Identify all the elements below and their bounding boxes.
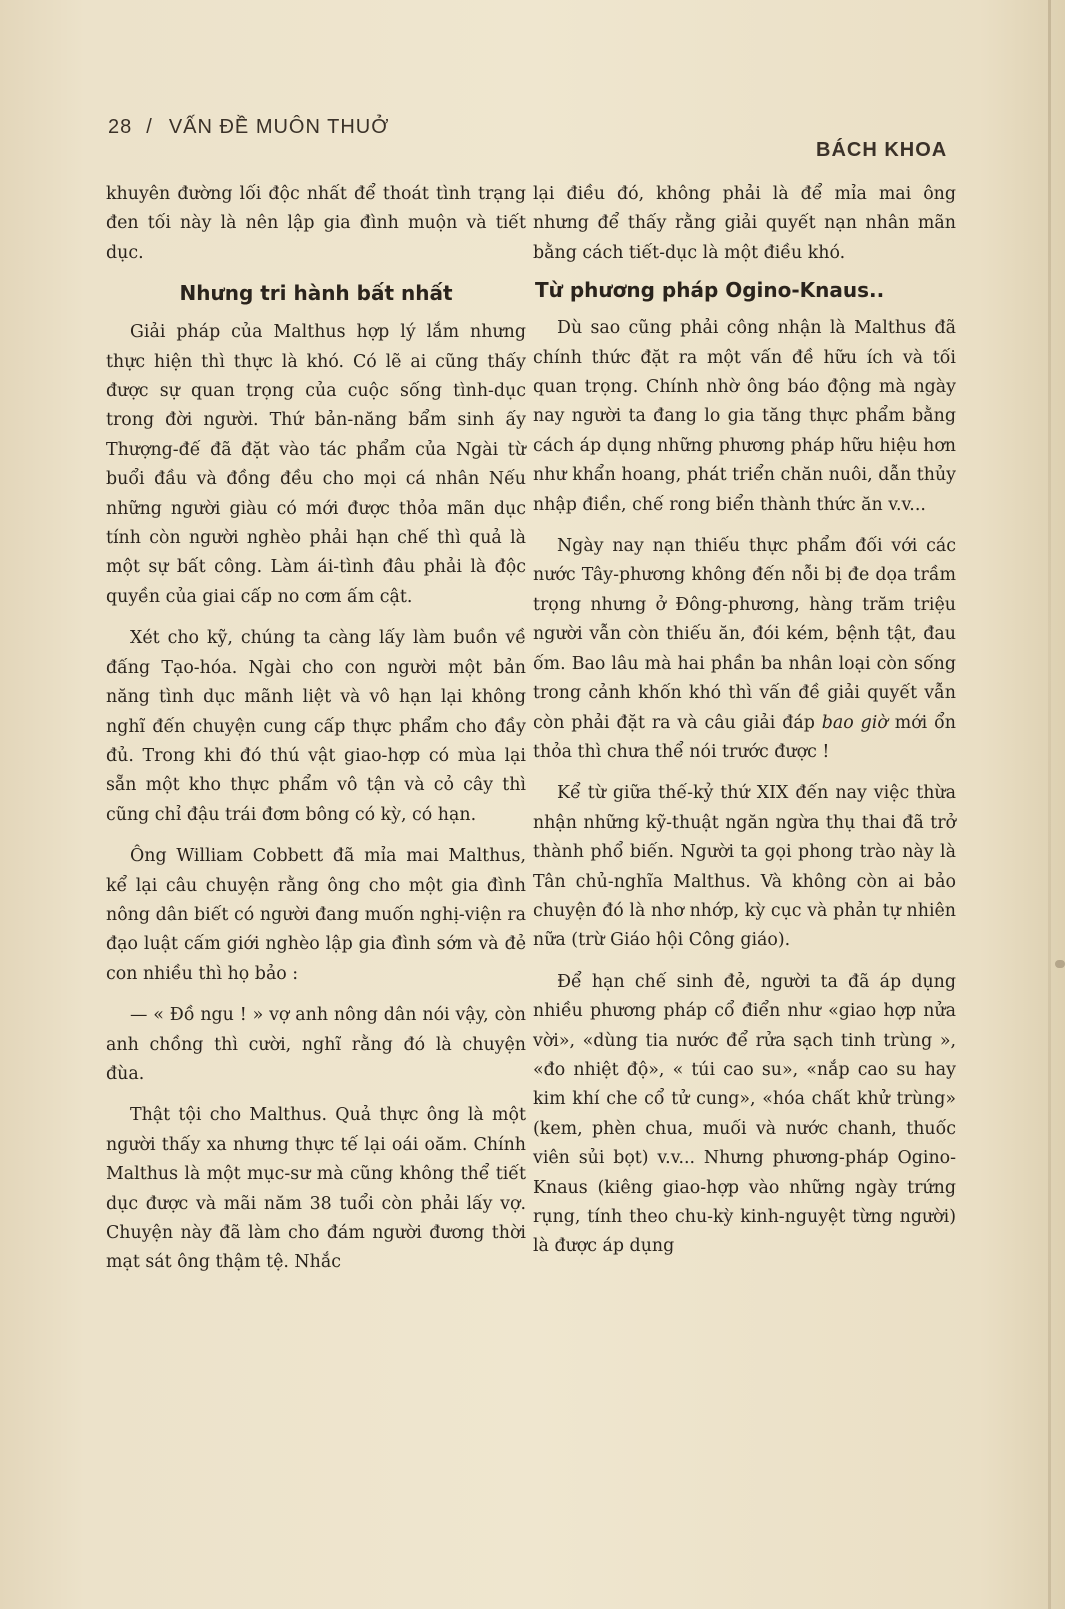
page-fold-shadow xyxy=(1048,0,1051,1609)
section-subheading: Từ phương pháp Ogino-Knaus.. xyxy=(535,278,885,303)
paragraph: Kể từ giữa thế-kỷ thứ XIX đến nay việc thừa nhận những kỹ-thuật ngăn ngừa thụ thai đã trở thành phổ biến. Người ta gọi phong trào này là Tân chủ-nghĩa Malthus. Và không còn ai bảo chuyện đó là nhơ nhớp, kỳ cục và phản tự nhiên nữa (trừ Giáo hội Công giáo). xyxy=(533,783,956,951)
running-header xyxy=(108,116,389,139)
section-title: VẤN ĐỀ MUÔN THUỞ xyxy=(168,116,390,138)
paragraph: khuyên đường lối độc nhất để thoát tình trạng đen tối này là nên lập gia đình muộn và tiết dục. xyxy=(106,184,526,263)
left-column xyxy=(106,180,526,1278)
section-subheading: Nhưng tri hành bất nhất xyxy=(179,281,453,306)
paragraph-text: mới ổn thỏa thì chưa thể nói trước được ! xyxy=(533,712,956,762)
page-number: 28 xyxy=(108,116,133,138)
paragraph: Thật tội cho Malthus. Quả thực ông là một người thấy xa nhưng thực tế lại oái oăm. Chính Malthus là một mục-sư mà cũng không thể tiết dục được và mãi năm 38 tuổi còn phải lấy vợ. Chuyện này đã làm cho đám người đương thời mạt sát ông thậm tệ. Nhắc xyxy=(106,1105,526,1273)
magazine-name: BÁCH KHOA xyxy=(816,139,948,161)
paper-stain xyxy=(1055,960,1065,968)
italic-phrase: bao giờ xyxy=(821,712,888,733)
paragraph: Dù sao cũng phải công nhận là Malthus đã chính thức đặt ra một vấn đề hữu ích và tối quan trọng. Chính nhờ ông báo động mà ngày nay người ta đang lo gia tăng thực phẩm bằng cách áp dụng những phương pháp hữu hiệu hơn như khẩn hoang, phát triển chăn nuôi, dẫn thủy nhập điền, chế rong biển thành thức ăn v.v... xyxy=(533,318,956,515)
header-separator: / xyxy=(146,116,153,138)
paragraph-text: Ngày nay nạn thiếu thực phẩm đối với các nước Tây-phương không đến nỗi bị đe dọa trầm trọng nhưng ở Đông-phương, hàng trăm triệu người vẫn còn thiếu ăn, đói kém, bệnh tật, đau ốm. Bao lâu mà hai phần ba nhân loại còn sống trong cảnh khốn khó thì vấn đề giải quyết vẫn còn phải đặt ra và câu giải đáp xyxy=(533,536,956,733)
paragraph: — « Đồ ngu ! » vợ anh nông dân nói vậy, còn anh chồng thì cười, nghĩ rằng đó là chuyện đùa. xyxy=(106,1005,526,1084)
paragraph: Xét cho kỹ, chúng ta càng lấy làm buồn về đấng Tạo-hóa. Ngài cho con người một bản năng tình dục mãnh liệt và vô hạn lại không nghĩ đến chuyện cung cấp thực phẩm cho đầy đủ. Trong khi đó thú vật giao-hợp có mùa lại sẵn một kho thực phẩm vô tận và cỏ cây thì cũng chỉ đậu trái đơm bông có kỳ, có hạn. xyxy=(106,628,526,825)
paragraph: Ông William Cobbett đã mỉa mai Malthus, kể lại câu chuyện rằng ông cho một gia đình nông dân biết có người đang muốn nghị-viện ra đạo luật cấm giới nghèo lập gia đình sớm và đẻ con nhiều thì họ bảo : xyxy=(106,846,526,984)
paragraph: Để hạn chế sinh đẻ, người ta đã áp dụng nhiều phương pháp cổ điển như «giao hợp nửa vời», «dùng tia nước để rửa sạch tinh trùng », «đo nhiệt độ», « túi cao su», «nắp cao su hay kim khí che cổ tử cung», «hóa chất khử trùng» (kem, phèn chua, muối và nước chanh, thuốc viên sủi bọt) v.v... Nhưng phương-pháp Ogino-Knaus (kiêng giao-hợp vào những ngày trứng rụng, tính theo chu-kỳ kinh-nguyệt từng người) là được áp dụng xyxy=(533,971,956,1257)
paragraph: Giải pháp của Malthus hợp lý lắm nhưng thực hiện thì thực là khó. Có lẽ ai cũng thấy được sự quan trọng của cuộc sống tình-dục trong đời người. Thứ bản-năng bẩm sinh ấy Thượng-đế đã đặt vào tác phẩm của Ngài từ buổi đầu và đồng đều cho mọi cá nhân Nếu những người giàu có mới được thỏa mãn dục tính còn người nghèo phải hạn chế thì quả là một sự bất công. Làm ái-tình đâu phải là độc quyền của giai cấp no cơm ấm cật. xyxy=(106,322,526,607)
paragraph xyxy=(533,532,956,767)
paragraph: lại điều đó, không phải là để mỉa mai ông nhưng để thấy rằng giải quyết nạn nhân mãn bằng cách tiết-dục là một điều khó. xyxy=(533,184,956,263)
right-column xyxy=(533,180,956,1262)
